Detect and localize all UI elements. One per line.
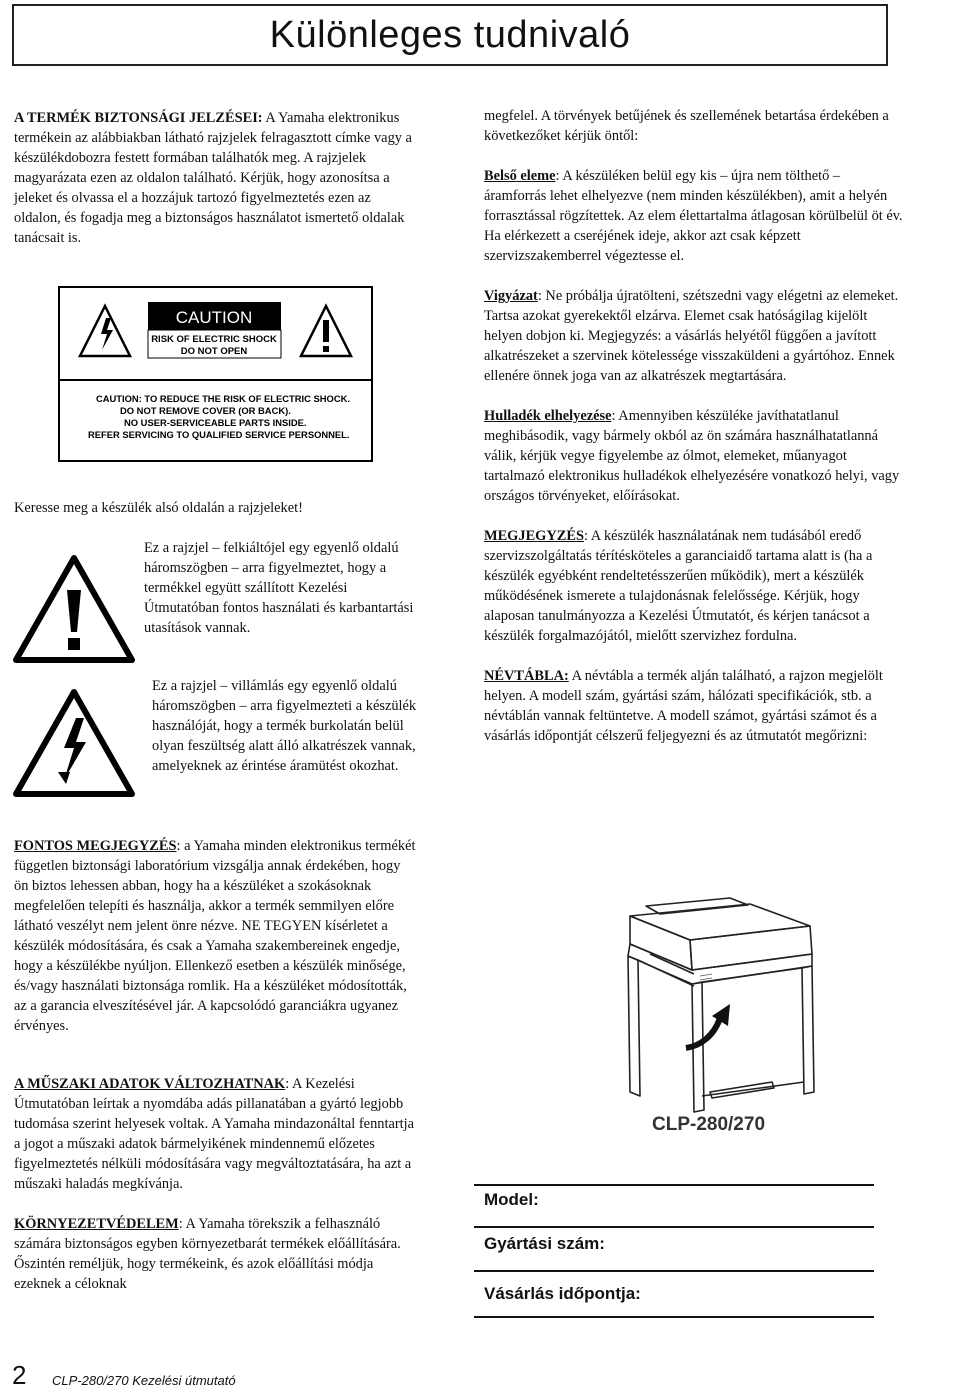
caution-line-1: CAUTION: TO REDUCE THE RISK OF ELECTRIC SHOCK.: [96, 393, 350, 404]
field-model-rule: [474, 1226, 874, 1228]
caution-text: : Ne próbálja újratölteni, szétszedni vagy elégetni az elemeket. Tartsa azokat gyerekektől elzárva. Elemet csak hatóságilag kijelölt helyen dobjon ki. Megjegyzés: a vásárlás helyétől függően a javított alkatrészeket a szervinek kötelessége visszaküldeni a gyártóhoz. Ennek ellenére önnek joga van az alkatrészek megtartására.: [484, 288, 899, 384]
specs-text: : A Kezelési Útmutatóban leírtak a nyomdába adás pillanatában a gyártó legjobb tudomása szerint helyesek voltak. A Yamaha mindazonáltal fenntartja a jogot a műszaki adatok bármelyikének mindennemű előzetes figyelmeztetés nélküli módosítására vagy megváltoztatására, ha azt a műszaki haladás megkívánja.: [14, 1076, 415, 1192]
nameplate-heading: NÉVTÁBLA:: [484, 668, 569, 684]
field-date-label: Vásárlás időpontja:: [484, 1284, 641, 1303]
caution-graphic: [60, 288, 371, 460]
field-date-rule: [474, 1316, 874, 1318]
caution-label: [58, 286, 373, 462]
left-lower: [14, 836, 416, 1314]
left-intro: [14, 108, 414, 268]
model-caption: CLP-280/270: [652, 1114, 766, 1135]
compliance-text: megfelel. A törvények betűjének és szellemének betartása érdekében a következőket kérjük öntől:: [484, 108, 889, 144]
piano-illustration: [590, 896, 830, 1116]
notice-heading: MEGJEGYZÉS: [484, 528, 584, 544]
disposal-text: : Amennyiben készüléke javíthatatlanul meghibásodik, vagy bármely okból az ön számára használhatatlanná válik, kérjük vegye figyelembe az ólmot, elemeket, műanyagot tartalmazó elektronikus hulladékok elhelyezésére vonatkozó helyi, vagy országos törvényeket, előírásokat.: [484, 408, 900, 504]
caution-line-3: NO USER-SERVICEABLE PARTS INSIDE.: [124, 417, 307, 428]
field-serial-rule: [474, 1270, 874, 1272]
caution-sub1: RISK OF ELECTRIC SHOCK: [151, 334, 277, 345]
specs-heading: A MŰSZAKI ADATOK VÁLTOZHATNAK: [14, 1076, 286, 1092]
safety-heading: A TERMÉK BIZTONSÁGI JELZÉSEI:: [14, 110, 263, 126]
page-number: 2: [12, 1360, 27, 1390]
footer-doc-title: CLP-280/270 Kezelési útmutató: [52, 1373, 236, 1388]
battery-heading: Belső eleme: [484, 168, 556, 184]
environment-text: : A Yamaha törekszik a felhasználó számára biztonságos egyben környezetbarát termékek előállítására. Őszintén reméljük, hogy termékeink, és azok előállítási módja ezeknek a céloknak: [14, 1216, 401, 1292]
right-column: [484, 106, 904, 766]
lightning-description: Ez a rajzjel – villámlás egy egyenlő oldalú háromszögben – arra figyelmezteti a készülék használóját, hogy a termék burkolatán belül olyan feszültség alatt álló alkatrészek vannak, amelyeknek az érintése áramütést okozhat.: [152, 678, 417, 774]
lightning-warning-icon: [12, 688, 136, 798]
caution-line-2: DO NOT REMOVE COVER (OR BACK).: [120, 405, 291, 416]
notice-text: : A készülék használatának nem tudásából eredő szervizszolgáltatás térítésköteles a garanciaidő tartama alatt is (ha a készülék egyébként rendeltetésszerűen működik), mert a készülék működésének ismerete a tulajdonásnak felelőssége. Kérjük, hogy alaposan tanulmányozza a Kezelési Útmutatót, és kérjen tanácsot a készülék forgalmazójától, mielőtt szervizhez fordulna.: [484, 528, 873, 644]
caution-heading: Vigyázat: [484, 288, 538, 304]
caution-title: CAUTION: [175, 308, 253, 327]
exclamation-warning-icon: [12, 554, 136, 664]
important-note-text: : a Yamaha minden elektronikus termékét független biztonsági laboratórium vizsgálja annak érdekében, hogy ön biztos lehessen abban, hogy ha a készüléket a szokásoknak megfelelően telepíti és használja, akkor a termék semmilyen előre látható veszélyt nem jelent önre nézve. NE TEGYEN kísérletet a készülék módosítására, és csak a Yamaha szakembereinek engedje, hogy a készülékbe nyúljon. Ellenkező esetben a készülék minősége, és/vagy használati biztonsága romlik. Ha a készüléket módosították, az a garancia elveszítésével jár. A kapcsolódó garanciákra ugyanez érvényes.: [14, 838, 416, 1034]
page-title: Különleges tudnivaló: [12, 4, 888, 66]
disposal-heading: Hulladék elhelyezése: [484, 408, 612, 424]
field-top-rule: [474, 1184, 874, 1186]
field-model-label: Model:: [484, 1190, 539, 1209]
lightning-icon: [101, 318, 113, 350]
exclamation-icon: [323, 320, 329, 342]
caution-sub2: DO NOT OPEN: [180, 346, 248, 357]
environment-heading: KÖRNYEZETVÉDELEM: [14, 1216, 179, 1232]
nameplate-text: A névtábla a termék alján található, a rajzon megjelölt helyen. A modell szám, gyártási szám, hálózati specifikációk, stb. a névtáblán vannak feltüntetve. A modell számot, gyártási számot és a vásárlás időpontját célszerű feljegyezni és az útmutatót megőrizni:: [484, 668, 883, 744]
important-note-heading: FONTOS MEGJEGYZÉS: [14, 838, 177, 854]
caution-line-4: REFER SERVICING TO QUALIFIED SERVICE PERSONNEL.: [88, 429, 350, 440]
exclamation-description: Ez a rajzjel – felkiáltójel egy egyenlő oldalú háromszögben – arra figyelmeztet, hogy a termékkel együtt szállított Kezelési Útmutatóban fontos használati és karbantartási utasítások vannak.: [144, 540, 414, 636]
battery-text: : A készüléken belül egy kis – újra nem tölthető – áramforrás lehet elhelyezve (nem minden készülékben), amit a helyén forrasztással rögzítettek. Az elem élettartalma átlagosan körülbelül öt év. Ha elérkezett a cseréjének ideje, akkor azt csak képzett szervizszakemberrel végeztesse el.: [484, 168, 903, 264]
field-serial-label: Gyártási szám:: [484, 1234, 605, 1253]
safety-text: A Yamaha elektronikus termékein az alábbiakban látható rajzjelek felragasztott címke vagy a készülékdobozra festett formában találhatók meg. A rajzjelek magyarázata ezen az oldalon található. Kérjük, hogy azonosítsa a jeleket és olvassa el a hozzájuk tartozó figyelmeztetés ezen az oldalon, és fogadja meg a biztonságos használatot ismertető oldalak tanácsait is.: [14, 110, 412, 246]
look-bottom-text: Keresse meg a készülék alsó oldalán a rajzjeleket!: [14, 500, 303, 516]
